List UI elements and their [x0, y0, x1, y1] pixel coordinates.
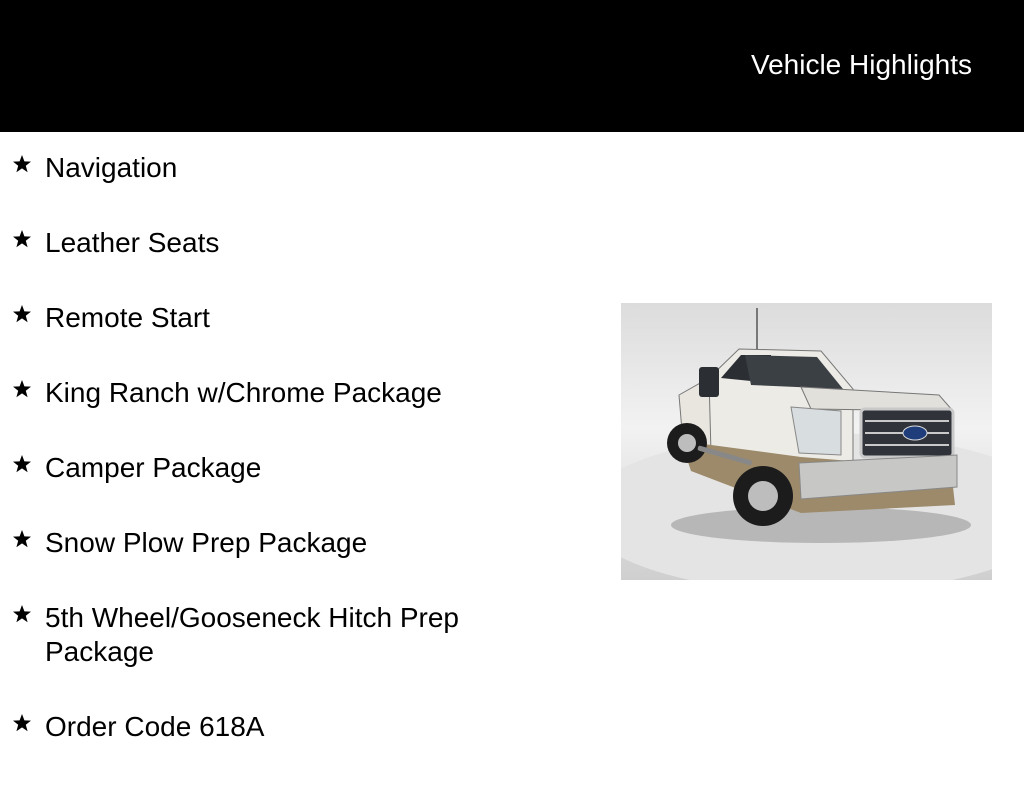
vehicle-photo: [621, 303, 992, 580]
star-icon: [12, 379, 32, 399]
list-item: [12, 451, 532, 485]
list-item: [12, 226, 532, 260]
star-icon: [12, 304, 32, 324]
list-item: [12, 376, 532, 410]
highlight-label: Order Code 618A: [45, 711, 265, 742]
highlight-label: Leather Seats: [45, 227, 220, 258]
page-header: [0, 0, 1024, 132]
star-icon: [12, 529, 32, 549]
highlight-label: Remote Start: [45, 302, 210, 333]
highlight-label: Snow Plow Prep Package: [45, 527, 368, 558]
list-item: [12, 301, 532, 335]
highlight-label: 5th Wheel/Gooseneck Hitch Prep Package: [45, 602, 459, 667]
highlight-label: Navigation: [45, 152, 178, 183]
star-icon: [12, 454, 32, 474]
truck-illustration: [621, 303, 992, 580]
list-item: [12, 151, 532, 185]
list-item: [12, 710, 532, 744]
highlights-list: [12, 151, 532, 785]
list-item: [12, 526, 532, 560]
list-item: [12, 601, 532, 669]
page-title: Vehicle Highlights: [750, 49, 972, 80]
highlight-label: Camper Package: [45, 452, 262, 483]
star-icon: [12, 604, 32, 624]
star-icon: [12, 229, 32, 249]
star-icon: [12, 154, 32, 174]
highlight-label: King Ranch w/Chrome Package: [45, 377, 442, 408]
star-icon: [12, 713, 32, 733]
